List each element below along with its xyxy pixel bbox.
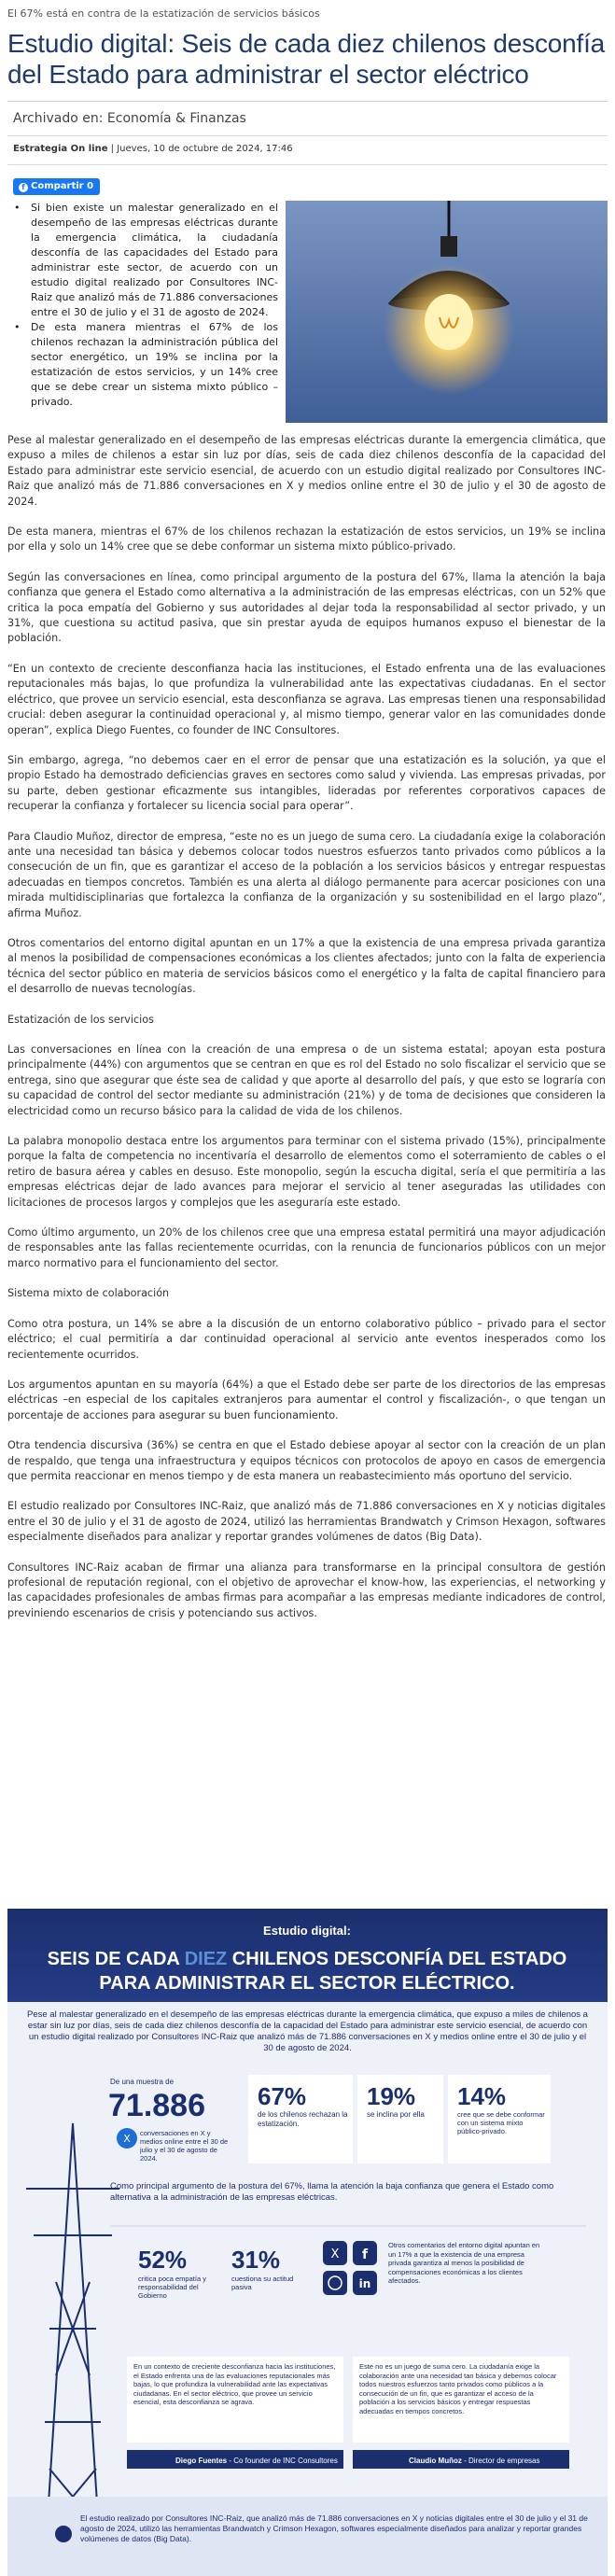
- byline-date: Jueves, 10 de octubre de 2024, 17:46: [117, 144, 293, 154]
- paragraph: Sin embargo, agrega, “no debemos caer en el error de pensar que una estatización es la solución, ya que el propio Estado ha demostrado deficiencias graves en sectores como salud y vivienda. Las empresas privadas, por su parte, deben gestionar eficazmente sus intangibles, lideradas por referentes corporativos capaces de recuperar la confianza y fortalecer su licencia social para operar”.: [7, 753, 606, 813]
- quote-left-attribution: Diego Fuentes - Co founder de INC Consultores: [175, 2457, 338, 2465]
- lead-bullets: [7, 201, 278, 423]
- byline-source: Estrategia On line: [13, 144, 108, 154]
- svg-text:X: X: [330, 2247, 340, 2261]
- paragraph: Según las conversaciones en línea, como principal argumento de la postura del 67%, llama la atención la baja confianza que genera el Estado como alternativa a la administración de las empresas eléctricas, con un 52% que critica la poca empatía del Gobierno y sus autoridades al dejar toda la responsabilidad al sector privado, y un 31%, que cuestiona su actitud pasiva, que sin prestar ayuda de equipos humanos expuso el bienestar de la población.: [7, 570, 606, 645]
- lead-section: [7, 201, 608, 423]
- byline-separator: |: [107, 144, 118, 154]
- lamp-illustration: [286, 201, 608, 423]
- section-heading: Sistema mixto de colaboración: [7, 1287, 170, 1300]
- stat-value: 19%: [367, 2082, 416, 2110]
- sample-description: conversaciones en X y medios online entre el 30 de julio y el 30 de agosto de 2024.: [140, 2129, 229, 2163]
- whatsapp-icon: [323, 2271, 347, 2295]
- lamp-photo: [286, 201, 608, 423]
- stat-value: 67%: [258, 2082, 307, 2110]
- paragraph: De esta manera, mientras el 67% de los chilenos rechazan la estatización de estos servicios, un 19% se inclina por ella y solo un 14% cree que se debe conformar un sistema mixto público-privado.: [7, 525, 606, 553]
- stat-value: 14%: [457, 2082, 507, 2110]
- svg-text:X: X: [123, 2133, 131, 2145]
- facebook-icon: f: [19, 183, 28, 192]
- paragraph: Consultores INC-Raiz acaban de firmar una alianza para transformarse en la principal consultora de gestión profesional de reputación regional, con el objetivo de aprovechar el know-how, las experiencias, el networking y las capacidades profesionales de ambas firmas para acompañar a las empresas mediante indicadores de control, previniendo escenarios de crisis y potenciando sus activos.: [7, 1561, 606, 1619]
- share-row: [7, 165, 608, 197]
- article-body: [7, 433, 608, 1621]
- quote-left-text: En un contexto de creciente desconfianza hacia las instituciones, el Estado enfrenta una de las evaluaciones reputacionales más bajas, lo que profundiza la vulnerabilidad ante las expectativas ciudadanas. En el sector eléctrico, que provee un servicio esencial, esta desconfianza se agrava.: [133, 2362, 336, 2406]
- infographic: [7, 1909, 608, 2576]
- info-icon: [55, 2526, 72, 2542]
- paragraph: La palabra monopolio destaca entre los argumentos para terminar con el sistema privado (15%), principalmente porque la falta de competencia no incentivaría el desarrollo de elementos como el soterramiento de cables o el retiro de basura aérea y cables en desuso. Este monopolio, según la escucha digital, sería el que permitiría a las empresas eléctricas dejar de lado avances para mejorar el servicio al tener aseguradas las utilidades con licitaciones de procesos largos y complejos que les aseguraría este estado.: [7, 1135, 606, 1209]
- svg-text:f: f: [361, 2247, 369, 2262]
- other-comments: Otros comentarios del entorno digital apuntan en un 17% a que la existencia de una empresa privada garantiza al menos la posibilidad de compensaciones económicas a los clientes afectados.: [388, 2241, 540, 2285]
- quote-right-text: Este no es un juego de suma cero. La ciudadanía exige la colaboración ante una necesidad tan básica y debemos colocar todos nuestros esfuerzos tanto privados como públicos a la consecución de un fin, que es garantizar el acceso de la población a los servicios básicos y entregar respuestas adecuadas en tiempos concretos.: [359, 2362, 557, 2415]
- lead-bullet: • Si bien existe un malestar generalizado en el desempeño de las empresas eléctricas durante la emergencia climática, la ciudadanía desconfía de las capacidades del Estado para administrar este sector, de acuerdo con un estudio digital realizado por Consultores INC-Raiz que analizó más de 71.886 conversaciones entre el 30 de julio y el 31 de agosto de 2024.: [10, 201, 278, 320]
- share-label: Compartir 0: [31, 181, 94, 191]
- paragraph: Los argumentos apuntan en su mayoría (64%) a que el Estado debe ser parte de los directorios de las empresas eléctricas –en especial de los capitales extranjeros para aumentar el control y fiscalización-, o que tengan un porcentaje de acciones para asegurar su buen funcionamiento.: [7, 1378, 606, 1421]
- lead-bullet: • De esta manera mientras el 67% de los chilenos rechazan la administración pública del sector energético, un 19% se inclina por la estatización de estos servicios, y un 14% cree que se debe crear un sistema mixto público – privado.: [10, 320, 278, 410]
- kicker: El 67% está en contra de la estatización de servicios básicos: [7, 7, 320, 20]
- paragraph: Como otra postura, un 14% se abre a la discusión de un entorno colaborativo público – privado para el sector eléctrico; el cual permitiría a dar continuidad operacional al servicio ante eventos inesperados como los recientemente ocurridos.: [7, 1317, 606, 1361]
- infographic-kicker: Estudio digital:: [263, 1924, 351, 1938]
- paragraph: Como último argumento, un 20% de los chilenos cree que una empresa estatal permitirá una mayor adjudicación de responsables ante las fallas recientemente ocurridas, con la renuncia de funcionarios públicos con un mejor marco normativo para el funcionamiento del sector.: [7, 1226, 606, 1269]
- stat-description: cree que se debe conformar con un sistema mixto público-privado.: [457, 2110, 545, 2135]
- stat-description: de los chilenos rechazan la estatización.: [258, 2110, 348, 2128]
- paragraph: Las conversaciones en línea con la creación de una empresa o de un sistema estatal; apoyan esta postura principalmente (44%) con argumentos que se centran en que es rol del Estado no solo fiscalizar el servicio que se entrega, sino que asegurar que éste sea de calidad y que aporte al desarrollo del país, y que esto se lograría con su capacidad de control del sector mediante su administración (21%) y de toma de decisiones que consideren la electricidad como un recurso básico para la calidad de vida de los chilenos.: [7, 1043, 606, 1117]
- paragraph: “En un contexto de creciente desconfianza hacia las instituciones, el Estado enfrenta una de las evaluaciones reputacionales más bajas, lo que profundiza la vulnerabilidad ante las expectativas ciudadanas. En el sector eléctrico, que provee un servicio esencial, esta desconfianza se agrava. Las empresas tienen una responsabilidad crucial: deben asegurar la continuidad operacional y, al mismo tiempo, generar valor en las comunidades donde operan”, explica Diego Fuentes, co founder de INC Consultores.: [7, 662, 606, 736]
- archived-label[interactable]: Archivado en: Economía & Finanzas: [13, 111, 246, 126]
- argument-title: Como principal argumento de la postura del 67%, llama la atención la baja confianza que genera el Estado como alternativa a la administración de las empresas eléctricas.: [110, 2181, 554, 2203]
- facebook-share-button[interactable]: [13, 178, 100, 195]
- archived-in: [7, 102, 608, 135]
- section-heading: Estatización de los servicios: [7, 1013, 154, 1026]
- stat-31-description: cuestiona su actitud pasiva: [231, 2275, 294, 2291]
- stat-52-value: 52%: [138, 2246, 188, 2274]
- stat-31-value: 31%: [231, 2246, 281, 2274]
- paragraph: Para Claudio Muñoz, director de empresa, “este no es un juego de suma cero. La ciudadanía exige la colaboración ante una necesidad tan básica y debemos colocar todos nuestros esfuerzos tanto privados como públicos a la consecución de un fin, que es garantizar el acceso de la población a los servicios básicos y entregar respuestas adecuadas en tiempos concretos. También es una alerta al diálogo permanente para acercar posiciones con una mirada multidisciplinarias que fortalezca la confianza de la organización y su sostenibilidad en el largo plazo”, afirma Muñoz.: [7, 830, 606, 919]
- infographic-footer: El estudio realizado por Consultores INC-Raiz, que analizó más de 71.886 conversaciones en X y noticias digitales entre el 30 de julio y el 31 de agosto de 2024, utilizó las herramientas Brandwatch y Crimson Hexagon, softwares especialmente diseñados para analizar y reportar grandes volúmenes de datos (Big Data).: [80, 2513, 588, 2543]
- quote-right-attribution: Claudio Muñoz - Director de empresas: [409, 2457, 540, 2465]
- sample-label: De una muestra de: [110, 2078, 175, 2086]
- stat-description: se inclina por ella: [367, 2110, 425, 2119]
- paragraph: Otra tendencia discursiva (36%) se centra en que el Estado debiese apoyar al sector con la creación de un plan de respaldo, que tenga una infraestructura y equipos técnicos con protocolos de apoyo en casos de emergencia que permita reaccionar en menos tiempo y de esta manera un reabastecimiento más oportuno del servicio.: [7, 1439, 606, 1482]
- infographic-title-line2: PARA ADMINISTRAR EL SECTOR ELÉCTRICO.: [99, 1973, 515, 1994]
- page-title: Estudio digital: Seis de cada diez chilenos desconfía del Estado para administrar el sector eléctrico: [7, 29, 606, 89]
- stats-group: [248, 2075, 551, 2163]
- infographic-intro: Pese al malestar generalizado en el desempeño de las empresas eléctricas durante la emergencia climática, que expuso a miles de chilenos a estar sin luz por días, seis de cada diez chilenos desconfía de la capacidad del Estado para administrar este servicio esencial, de acuerdo con un estudio digital realizado por Consultores INC-Raiz que analizó más de 71.886 conversaciones en X y medios online entre el 30 de julio y el 30 de agosto de 2024.: [27, 2009, 588, 2053]
- byline: [7, 136, 608, 164]
- svg-text:in: in: [358, 2277, 371, 2290]
- paragraph: Otros comentarios del entorno digital apuntan en un 17% a que la existencia de una empresa privada garantiza al menos la posibilidad de compensaciones económicas a los clientes afectados; junto con la falta de experiencia técnica del sector público en materia de servicios básicos como el energético y la falta de capital financiero para el desarrollo de nuevas tecnologías.: [7, 936, 606, 996]
- paragraph: El estudio realizado por Consultores INC-Raiz, que analizó más de 71.886 conversaciones en X y noticias digitales entre el 30 de julio y el 31 de agosto de 2024, utilizó las herramientas Brandwatch y Crimson Hexagon, softwares especialmente diseñados para analizar y reportar grandes volúmenes de datos (Big Data).: [7, 1500, 606, 1544]
- paragraph: Pese al malestar generalizado en el desempeño de las empresas eléctricas durante la emergencia climática, que expuso a miles de chilenos a estar sin luz por días, seis de cada diez chilenos desconfía de la capacidad del Estado para administrar este servicio esencial, de acuerdo con un estudio digital realizado por Consultores INC-Raiz que analizó más de 71.886 conversaciones en X y medios online entre el 30 de julio y el 30 de agosto de 2024.: [7, 434, 606, 508]
- infographic-title-line1: SEIS DE CADA DIEZ CHILENOS DESCONFÍA DEL ESTADO: [47, 1949, 567, 1969]
- infographic-graphic: [7, 1909, 608, 2576]
- sample-value: 71.886: [108, 2088, 205, 2123]
- stat-52-description: critica poca empatía y responsabilidad del Gobierno: [138, 2275, 206, 2300]
